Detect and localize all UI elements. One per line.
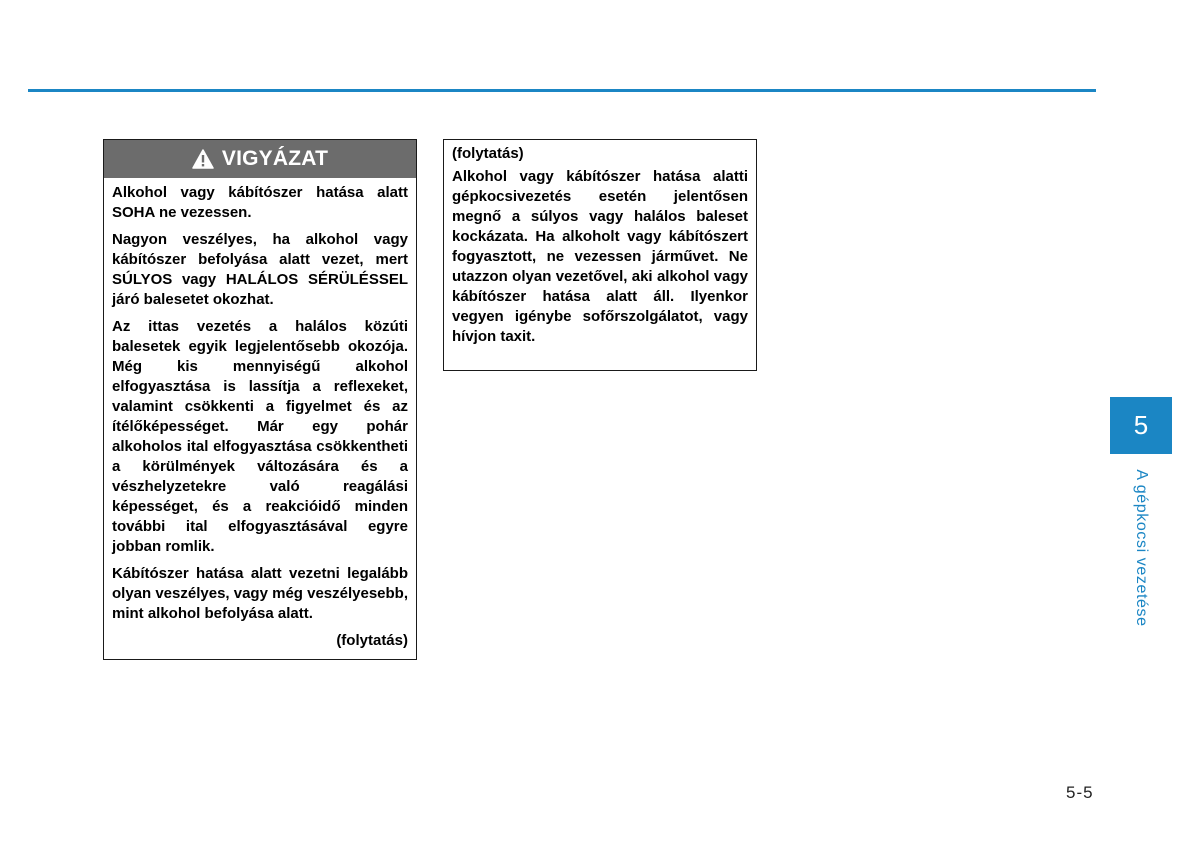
- warning-paragraph: Alkohol vagy kábítószer hatása alatt SOHA ne vezessen.: [112, 184, 408, 221]
- warning-triangle-icon: [192, 149, 214, 169]
- continuation-paragraph: Alkohol vagy kábítószer hatása alatti gépkocsivezetés esetén jelentősen megnő a súlyos vagy halálos baleset kockázata. Ha alkoholt vagy kábítószert fogyasztott, ne vezessen járművet. Ne utazzon olyan vezetővel, aki alkohol vagy kábítószer hatása alatt áll. Ilyenkor vegyen igénybe sofőrszolgálatot, vagy hívjon taxit.: [452, 168, 748, 345]
- continued-label: (folytatás): [336, 632, 408, 649]
- chapter-number: 5: [1133, 410, 1149, 440]
- warning-body: [104, 178, 416, 651]
- page-number: 5-5: [1066, 783, 1094, 802]
- continuation-box: [443, 139, 757, 371]
- chapter-title: A gépkocsi vezetése: [1133, 469, 1150, 627]
- warning-paragraph: Nagyon veszélyes, ha alkohol vagy kábítószer befolyása alatt vezet, mert SÚLYOS vagy HALÁLOS SÉRÜLÉSSEL járó balesetet okozhat.: [112, 231, 408, 308]
- warning-paragraph: Az ittas vezetés a halálos közúti balesetek egyik legjelentősebb okozója. Még kis mennyiségű alkohol elfogyasztása is lassítja a reflexeket, valamint csökkenti a figyelmet és az ítélőképességet. Már egy pohár alkoholos ital elfogyasztása csökkentheti a körülmények változására és a vészhelyzetekre való reagálási képességet, és a reakcióidő minden további ital elfogyasztásával egyre jobban romlik.: [112, 318, 408, 555]
- chapter-tab: [1110, 397, 1172, 454]
- warning-title: VIGYÁZAT: [221, 147, 329, 170]
- warning-box: [103, 139, 417, 660]
- continuation-label: (folytatás): [452, 145, 524, 162]
- top-rule: [28, 89, 1096, 92]
- warning-paragraph: Kábítószer hatása alatt vezetni legalább olyan veszélyes, vagy még veszélyesebb, mint alkohol befolyása alatt.: [112, 565, 409, 622]
- continuation-body: [444, 140, 756, 347]
- warning-header: [104, 140, 416, 178]
